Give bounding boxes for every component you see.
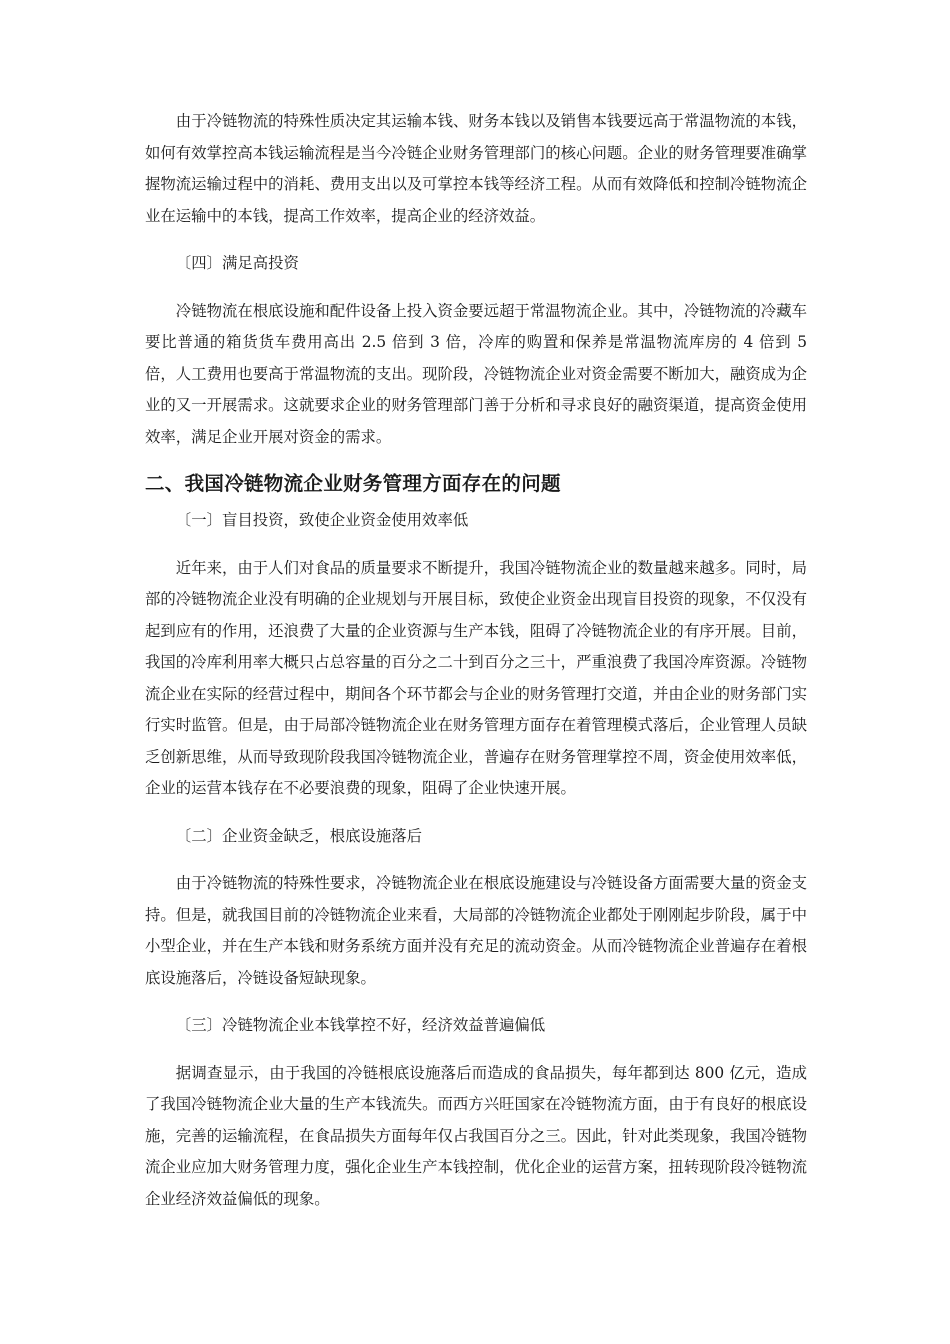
paragraph-investment: 冷链物流在根底设施和配件设备上投入资金要远超于常温物流企业。其中，冷链物流的冷藏车要比普通的箱货货车费用高出 2.5 倍到 3 倍，冷库的购置和保养是常温物流库房的 4 倍到 5 倍，人工费用也要高于常温物流的支出。现阶段，冷链物流企业对资金需要不断加大，融资成为企业的又一开展需求。这就要求企业的财务管理部门善于分析和寻求良好的融资渠道，提高资金使用效率，满足企业开展对资金的需求。 [145, 301, 807, 446]
document-page [145, 106, 807, 1215]
paragraph-cost-efficiency: 据调查显示，由于我国的冷链根底设施落后而造成的食品损失，每年都到达 800 亿元，造成了我国冷链物流企业大量的生产本钱流失。而西方兴旺国家在冷链物流方面，由于有良好的根底设施，完善的运输流程，在食品损失方面每年仅占我国百分之三。因此，针对此类现象，我国冷链物流企业应加大财务管理力度，强化企业生产本钱控制，优化企业的运营方案，扭转现阶段冷链物流企业经济效益偏低的现象。 [145, 1063, 807, 1208]
paragraph-blind-investment: 近年来，由于人们对食品的质量要求不断提升，我国冷链物流企业的数量越来越多。同时，局部的冷链物流企业没有明确的企业规划与开展目标，致使企业资金出现盲目投资的现象，不仅没有起到应有的作用，还浪费了大量的企业资源与生产本钱，阻碍了冷链物流企业的有序开展。目前，我国的冷库利用率大概只占总容量的百分之二十到百分之三十，严重浪费了我国冷库资源。冷链物流企业在实际的经营过程中，期间各个环节都会与企业的财务管理打交道，并由企业的财务部门实行实时监管。但是，由于局部冷链物流企业在财务管理方面存在着管理模式落后，企业管理人员缺乏创新思维，从而导致现阶段我国冷链物流企业，普遍存在财务管理掌控不周，资金使用效率低，企业的运营本钱存在不必要浪费的现象，阻碍了企业快速开展。 [145, 558, 807, 797]
subheading-funding-shortage: 〔二〕企业资金缺乏，根底设施落后 [175, 826, 423, 845]
subheading-blind-investment: 〔一〕盲目投资，致使企业资金使用效率低 [175, 511, 469, 529]
section-title-problems: 二、我国冷链物流企业财务管理方面存在的问题 [145, 472, 561, 495]
paragraph-funding-shortage: 由于冷链物流的特殊性要求，冷链物流企业在根底设施建设与冷链设备方面需要大量的资金支持。但是，就我国目前的冷链物流企业来看，大局部的冷链物流企业都处于刚刚起步阶段，属于中小型企业，并在生产本钱和财务系统方面并没有充足的流动资金。从而冷链物流企业普遍存在着根底设施落后，冷链设备短缺现象。 [145, 874, 807, 987]
subheading-high-investment: 〔四〕满足高投资 [175, 254, 299, 272]
paragraph-cost-control: 由于冷链物流的特殊性质决定其运输本钱、财务本钱以及销售本钱要远高于常温物流的本钱，如何有效掌控高本钱运输流程是当今冷链企业财务管理部门的核心问题。企业的财务管理要准确掌握物流运输过程中的消耗、费用支出以及可掌控本钱等经济工程。从而有效降低和控制冷链物流企业在运输中的本钱，提高工作效率，提高企业的经济效益。 [145, 112, 807, 225]
subheading-cost-efficiency: 〔三〕冷链物流企业本钱掌控不好，经济效益普遍偏低 [175, 1016, 546, 1034]
